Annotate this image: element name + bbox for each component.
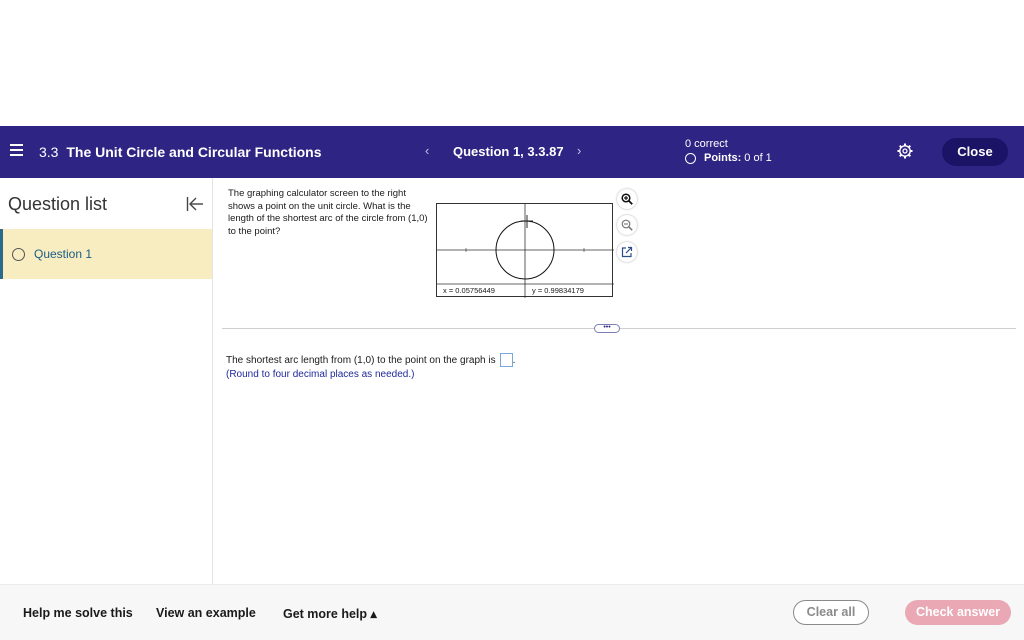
footer-bar [0, 584, 1024, 640]
points-value: 0 of 1 [744, 152, 772, 164]
zoom-out-icon [621, 219, 633, 231]
score-summary [685, 138, 772, 164]
top-bar [0, 126, 1024, 178]
question-list-item-label: Question 1 [34, 247, 93, 261]
y-coordinate-readout: y = 0.99834179 [532, 286, 584, 295]
answer-statement [226, 353, 515, 367]
question-list-panel [0, 178, 213, 584]
section-number: 3.3 [39, 144, 59, 160]
answer-input[interactable] [500, 353, 513, 367]
status-circle-icon [12, 248, 25, 261]
menu-icon[interactable] [10, 144, 23, 156]
rounding-hint: (Round to four decimal places as needed.) [226, 369, 415, 380]
expand-more-button[interactable]: ••• [594, 324, 620, 333]
next-question-button[interactable]: › [577, 143, 582, 158]
question-list-item[interactable] [0, 229, 212, 279]
collapse-sidebar-icon[interactable] [186, 196, 204, 212]
section-name: The Unit Circle and Circular Functions [66, 144, 322, 160]
question-prompt: The graphing calculator screen to the right shows a point on the unit circle. What is the length of the shortest arc of the circle from (1,0) to the point? [228, 188, 428, 237]
x-coordinate-readout: x = 0.05756449 [443, 286, 495, 295]
settings-gear-icon[interactable] [897, 143, 913, 159]
get-more-help-link[interactable]: Get more help ▴ [283, 607, 377, 621]
zoom-in-icon [621, 193, 633, 205]
clear-all-button[interactable]: Clear all [793, 600, 869, 625]
answer-suffix: . [512, 354, 516, 366]
popout-button[interactable] [617, 242, 637, 262]
correct-count: 0 correct [685, 138, 728, 150]
zoom-out-button[interactable] [617, 215, 637, 235]
section-title [39, 144, 322, 160]
question-list-title: Question list [8, 194, 108, 214]
popout-icon [621, 246, 633, 258]
answer-text: The shortest arc length from (1,0) to the point on the graph is [226, 354, 496, 366]
question-label: Question 1, 3.3.87 [453, 144, 564, 159]
view-example-link[interactable]: View an example [156, 606, 256, 620]
previous-question-button[interactable]: ‹ [425, 143, 430, 158]
calculator-graph [436, 203, 613, 297]
check-answer-button[interactable]: Check answer [905, 600, 1011, 625]
points-label: Points: [704, 152, 742, 164]
status-circle-icon [685, 153, 696, 164]
help-me-solve-link[interactable]: Help me solve this [23, 606, 133, 620]
zoom-in-button[interactable] [617, 189, 637, 209]
points-row [685, 152, 772, 164]
close-button[interactable]: Close [942, 138, 1008, 166]
